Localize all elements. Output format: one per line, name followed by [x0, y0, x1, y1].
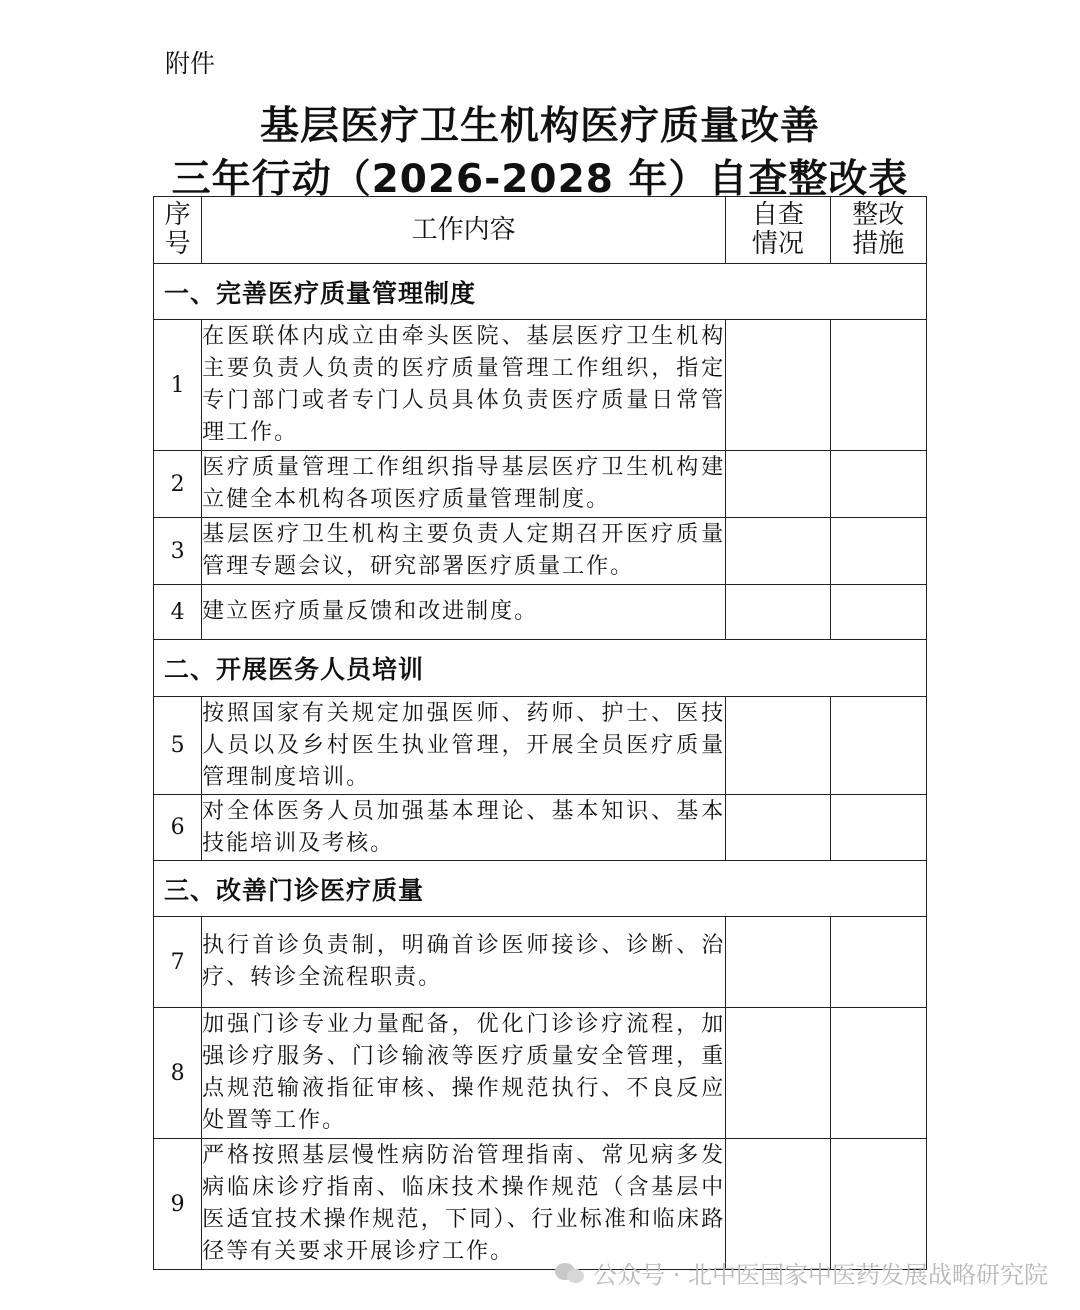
row-content: 严格按照基层慢性病防治管理指南、常见病多发病临床诊疗指南、临床技术操作规范（含基层中医适宜技术操作规范，下同）、行业标准和临床路径等有关要求开展诊疗工作。: [202, 1139, 726, 1270]
header-num: 序号: [154, 197, 202, 264]
section-row: [154, 861, 927, 917]
watermark-text: 公众号 · 北中医国家中医药发展战略研究院: [593, 1261, 1048, 1289]
section-title: 一、完善医疗质量管理制度: [154, 264, 927, 320]
header-self-check: 自查情况: [726, 197, 830, 264]
section-title: 二、开展医务人员培训: [154, 640, 927, 697]
rectify-cell[interactable]: [830, 1008, 926, 1139]
rectify-cell[interactable]: [830, 917, 926, 1008]
row-content: 按照国家有关规定加强医师、药师、护士、医技人员以及乡村医生执业管理，开展全员医疗质量管理制度培训。: [202, 697, 726, 795]
rectify-cell[interactable]: [830, 1139, 926, 1270]
header-content: 工作内容: [202, 197, 726, 264]
table-row: [154, 585, 927, 640]
row-number: 6: [154, 795, 202, 861]
section-row: [154, 640, 927, 697]
section-row: [154, 264, 927, 320]
row-content: 医疗质量管理工作组织指导基层医疗卫生机构建立健全本机构各项医疗质量管理制度。: [202, 451, 726, 518]
row-content: 加强门诊专业力量配备，优化门诊诊疗流程，加强诊疗服务、门诊输液等医疗质量安全管理，重点规范输液指征审核、操作规范执行、不良反应处置等工作。: [202, 1008, 726, 1139]
rectify-cell[interactable]: [830, 518, 926, 585]
row-number: 9: [154, 1139, 202, 1270]
self-check-cell[interactable]: [726, 697, 830, 795]
self-check-cell[interactable]: [726, 1008, 830, 1139]
self-check-cell[interactable]: [726, 795, 830, 861]
self-check-cell[interactable]: [726, 518, 830, 585]
rectify-cell[interactable]: [830, 320, 926, 451]
table-row: [154, 795, 927, 861]
rectify-cell[interactable]: [830, 795, 926, 861]
table-row: [154, 697, 927, 795]
rectify-cell[interactable]: [830, 697, 926, 795]
self-check-cell[interactable]: [726, 917, 830, 1008]
wechat-icon: [555, 1261, 585, 1285]
self-check-cell[interactable]: [726, 451, 830, 518]
table-row: [154, 1139, 927, 1270]
table-row: [154, 451, 927, 518]
row-content: 建立医疗质量反馈和改进制度。: [202, 585, 726, 640]
self-check-table: [153, 196, 927, 1270]
row-number: 8: [154, 1008, 202, 1139]
self-check-cell[interactable]: [726, 320, 830, 451]
table-header-row: [154, 197, 927, 264]
header-rectify: 整改措施: [830, 197, 926, 264]
document-title-line1: 基层医疗卫生机构医疗质量改善: [259, 104, 820, 149]
self-check-cell[interactable]: [726, 1139, 830, 1270]
document-title-line2: 三年行动（2026-2028 年）自查整改表: [171, 157, 909, 202]
row-number: 7: [154, 917, 202, 1008]
table-row: [154, 917, 927, 1008]
row-number: 3: [154, 518, 202, 585]
row-content: 基层医疗卫生机构主要负责人定期召开医疗质量管理专题会议，研究部署医疗质量工作。: [202, 518, 726, 585]
table-row: [154, 320, 927, 451]
section-title: 三、改善门诊医疗质量: [154, 861, 927, 917]
row-number: 5: [154, 697, 202, 795]
row-content: 执行首诊负责制，明确首诊医师接诊、诊断、治疗、转诊全流程职责。: [202, 917, 726, 1008]
table-row: [154, 518, 927, 585]
self-check-cell[interactable]: [726, 585, 830, 640]
rectify-cell[interactable]: [830, 451, 926, 518]
rectify-cell[interactable]: [830, 585, 926, 640]
row-content: 对全体医务人员加强基本理论、基本知识、基本技能培训及考核。: [202, 795, 726, 861]
table-row: [154, 1008, 927, 1139]
row-number: 2: [154, 451, 202, 518]
watermark: [555, 1255, 1048, 1290]
row-content: 在医联体内成立由牵头医院、基层医疗卫生机构主要负责人负责的医疗质量管理工作组织，指定专门部门或者专门人员具体负责医疗质量日常管理工作。: [202, 320, 726, 451]
attachment-label: 附件: [165, 49, 216, 78]
row-number: 1: [154, 320, 202, 451]
row-number: 4: [154, 585, 202, 640]
